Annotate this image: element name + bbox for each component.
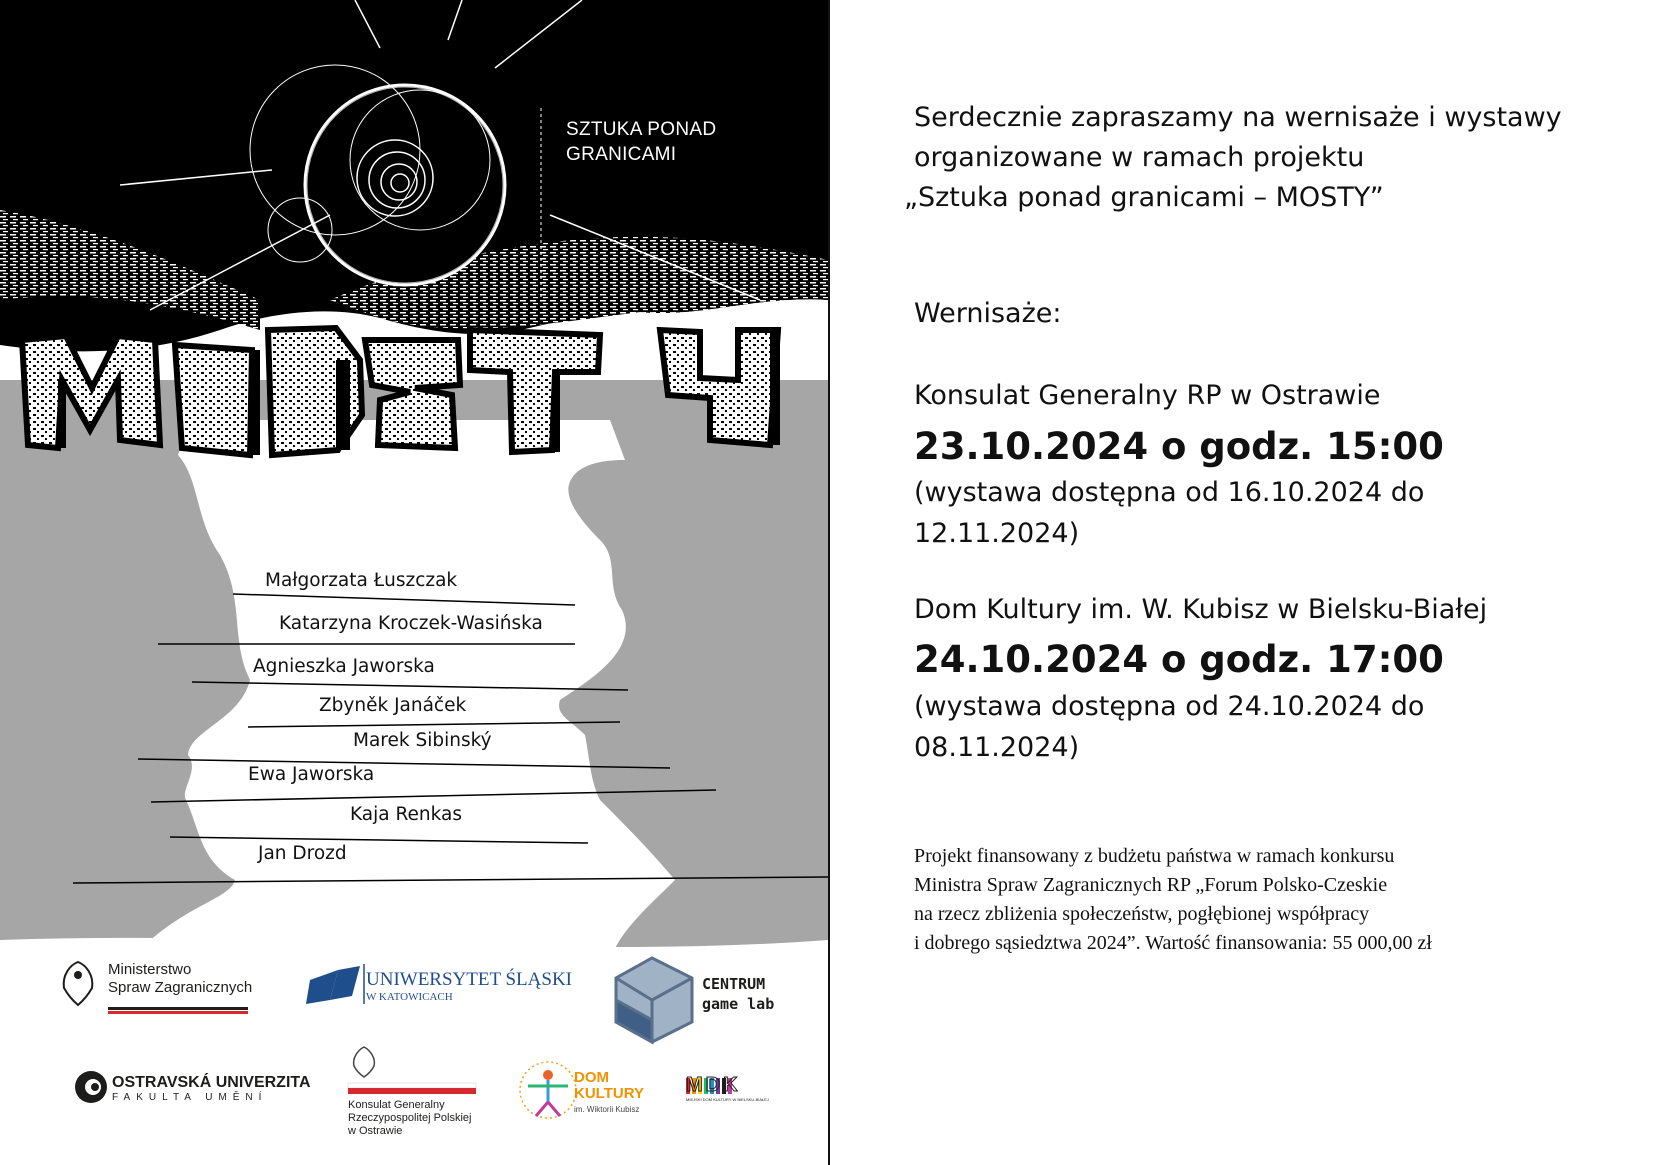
section-heading: Wernisaże:	[914, 298, 1062, 329]
msz-logo: Ministerstwo Spraw Zagranicznych	[108, 961, 253, 996]
artist-name: Ewa Jaworska	[248, 764, 375, 785]
funding-statement: Projekt finansowany z budżetu państwa w ramach konkursu Ministra Spraw Zagranicznych RP „Forum Polsko-Czeskie na rzecz zbliżenia społeczeństw, pogłębionej współpracy i dobrego sąsiedztwa 2024”. Wartość finansowania: 55 000,00 zł	[914, 845, 1432, 954]
tagline	[566, 117, 716, 167]
invitation-intro	[904, 98, 1562, 218]
osu-logo: OSTRAVSKÁ UNIVERZITA FAKULTA UMĚNÍ	[112, 1074, 311, 1103]
artist-name: Kaja Renkas	[350, 804, 462, 825]
mdk-logo: MDK MIEJSKI DOM KULTURY W BIELSKU-BIAŁEJ	[686, 1074, 769, 1102]
event-exhibition-dates: (wystawa dostępna od 24.10.2024 do 08.11.2024)	[914, 691, 1425, 763]
event-datetime: 24.10.2024 o godz. 17:00	[914, 638, 1444, 681]
konsulat-logo: Konsulat Generalny Rzeczypospolitej Polskiej w Ostrawie	[348, 1099, 472, 1137]
artist-name: Katarzyna Kroczek-Wasińska	[279, 613, 543, 634]
cgl-logo: CENTRUM game lab	[702, 975, 775, 1013]
artist-name: Zbyněk Janáček	[319, 695, 467, 716]
dom-kultury-logo: DOM KULTURY im. Wiktorii Kubisz	[574, 1069, 644, 1114]
artist-name: Jan Drozd	[258, 843, 347, 864]
osu-logo-icon	[75, 1071, 107, 1103]
tagline-line-1: SZTUKA PONAD	[566, 119, 717, 140]
page-divider	[828, 0, 830, 1165]
intro-line-3: „Sztuka ponad granicami – MOSTY”	[904, 182, 1384, 213]
artist-name: Małgorzata Łuszczak	[265, 570, 458, 591]
event-venue: Konsulat Generalny RP w Ostrawie	[914, 380, 1381, 411]
event-datetime: 23.10.2024 o godz. 15:00	[914, 425, 1444, 468]
intro-line-1: Serdecznie zapraszamy na wernisaże i wystawy	[914, 102, 1562, 133]
us-logo: UNIWERSYTET ŚLĄSKI W KATOWICACH	[366, 969, 573, 1003]
artist-name: Marek Sibinský	[353, 730, 492, 751]
artist-name: Agnieszka Jaworska	[253, 656, 435, 677]
event-exhibition-dates: (wystawa dostępna od 16.10.2024 do 12.11.2024)	[914, 477, 1425, 549]
tagline-line-2: GRANICAMI	[566, 144, 677, 165]
event-venue: Dom Kultury im. W. Kubisz w Bielsku-Białej	[914, 594, 1488, 625]
intro-line-2: organizowane w ramach projektu	[914, 142, 1365, 173]
